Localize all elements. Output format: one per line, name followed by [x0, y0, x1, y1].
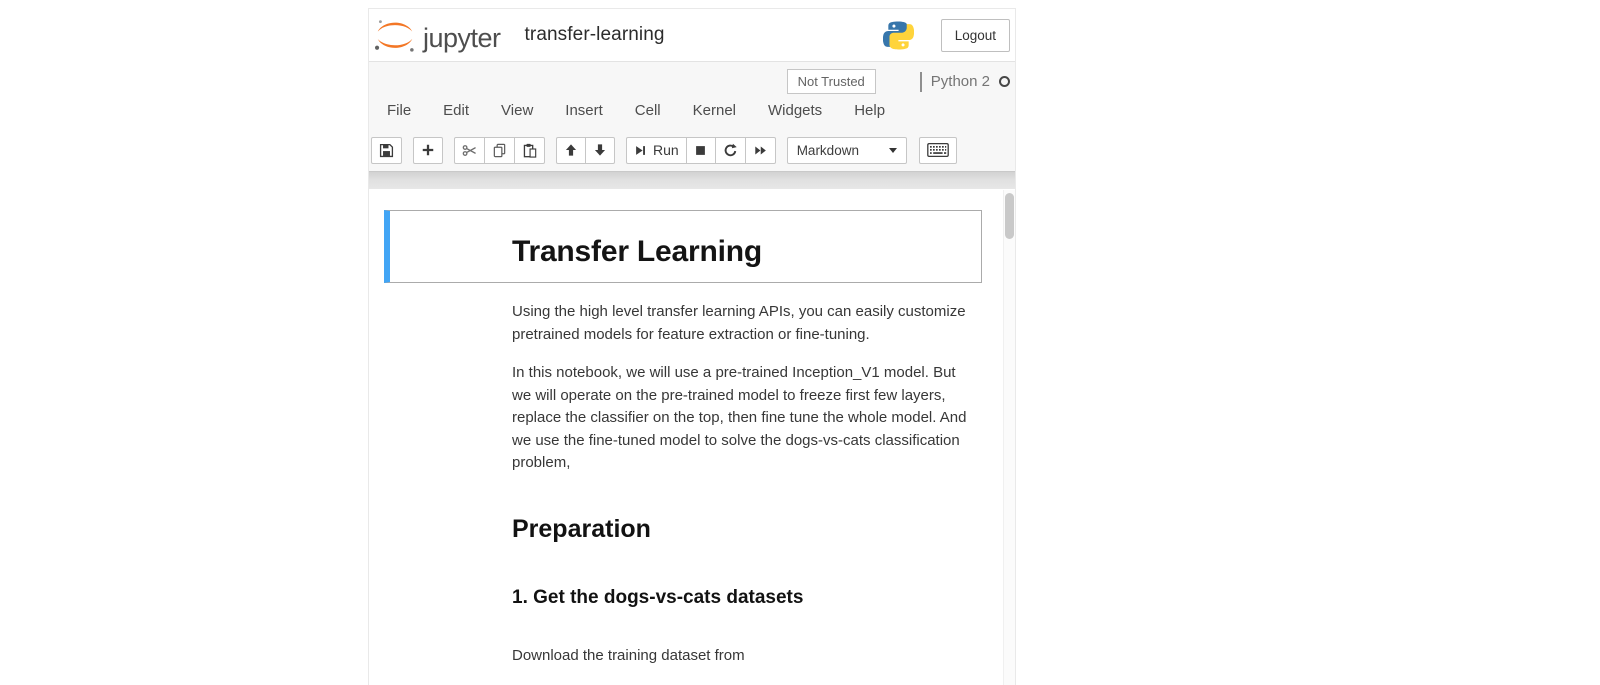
- toolbar-group-palette: [919, 137, 957, 164]
- menu-insert[interactable]: Insert: [565, 102, 603, 119]
- fast-forward-icon: [753, 144, 768, 157]
- arrow-down-icon: [593, 143, 607, 157]
- menu-edit[interactable]: Edit: [443, 102, 470, 119]
- step-forward-icon: [634, 144, 647, 157]
- markdown-paragraph[interactable]: In this notebook, we will use a pre-trained Inception_V1 model. But we will operate on the pre-trained model to freeze first few layers, replace the classifier on the top, then fine tune the whole model. And we use the fine-tuned model to solve the dogs-vs-cats classification problem,: [512, 364, 967, 471]
- menubar: [369, 96, 901, 125]
- h2-preparation[interactable]: Preparation: [512, 514, 651, 543]
- h1-transfer-learning: Transfer Learning: [512, 235, 763, 268]
- toolbar: [369, 129, 1015, 171]
- save-button[interactable]: [371, 137, 402, 164]
- toolbar-group-edit: [454, 137, 545, 164]
- add-cell-button[interactable]: [413, 137, 443, 164]
- logout-button[interactable]: Logout: [941, 19, 1010, 52]
- python-logo-icon: [883, 19, 914, 52]
- h3-get-datasets[interactable]: 1. Get the dogs-vs-cats datasets: [512, 586, 804, 608]
- jupyter-logo-icon: [372, 17, 418, 53]
- scissors-icon: [462, 143, 477, 158]
- cell-type-select[interactable]: [787, 137, 907, 164]
- markdown-paragraph[interactable]: Download the training dataset from: [512, 646, 745, 664]
- menu-widgets[interactable]: Widgets: [768, 102, 823, 119]
- command-palette-button[interactable]: [919, 137, 957, 164]
- floppy-icon: [379, 143, 394, 158]
- scrollbar-thumb[interactable]: [1005, 193, 1014, 239]
- arrow-up-icon: [564, 143, 578, 157]
- menu-file[interactable]: File: [387, 102, 412, 119]
- cell-type-selected-value: Markdown: [796, 142, 859, 158]
- markdown-cell-title[interactable]: [384, 210, 982, 283]
- header-right: [883, 19, 1010, 52]
- keyboard-icon: [927, 142, 949, 158]
- notebook-container: [369, 189, 1015, 685]
- caret-down-icon: [889, 148, 897, 153]
- kernel-name-label: Python 2: [920, 72, 990, 92]
- toolbar-group-run: [626, 137, 776, 164]
- notebook-header: [369, 9, 1015, 61]
- move-cell-up-button[interactable]: [556, 137, 586, 164]
- restart-run-all-button[interactable]: [746, 137, 776, 164]
- notebook-title[interactable]: transfer-learning: [524, 24, 665, 45]
- copy-cell-button[interactable]: [485, 137, 515, 164]
- stop-icon: [694, 144, 707, 157]
- menu-help[interactable]: Help: [854, 102, 886, 119]
- menu-band: [369, 61, 1015, 129]
- plus-icon: [421, 143, 435, 157]
- jupyter-logo[interactable]: [372, 17, 501, 53]
- toolbar-group-add: [413, 137, 443, 164]
- menu-cell[interactable]: Cell: [634, 102, 661, 119]
- run-button-label: Run: [653, 142, 679, 158]
- jupyter-logo-text: jupyter: [423, 23, 501, 53]
- interrupt-kernel-button[interactable]: [687, 137, 716, 164]
- menu-kernel[interactable]: Kernel: [692, 102, 736, 119]
- paste-cell-button[interactable]: [515, 137, 545, 164]
- toolbar-group-save: [371, 137, 402, 164]
- toolbar-group-move: [556, 137, 615, 164]
- restart-icon: [723, 143, 738, 158]
- paste-icon: [522, 143, 537, 158]
- notebook-top-strip: [369, 171, 1015, 189]
- menu-view[interactable]: View: [501, 102, 534, 119]
- move-cell-down-button[interactable]: [586, 137, 615, 164]
- restart-kernel-button[interactable]: [716, 137, 746, 164]
- copy-icon: [492, 143, 507, 158]
- kernel-idle-circle-icon: [999, 76, 1010, 87]
- vertical-scrollbar[interactable]: [1003, 190, 1015, 685]
- run-cell-button[interactable]: [626, 137, 687, 164]
- kernel-status-row: [787, 69, 1010, 94]
- cut-cell-button[interactable]: [454, 137, 485, 164]
- trust-status-badge[interactable]: Not Trusted: [787, 69, 876, 94]
- markdown-paragraph[interactable]: Using the high level transfer learning APIs, you can easily customize pretrained models for feature extraction or fine-tuning.: [512, 303, 966, 343]
- jupyter-notebook-app: [368, 8, 1016, 685]
